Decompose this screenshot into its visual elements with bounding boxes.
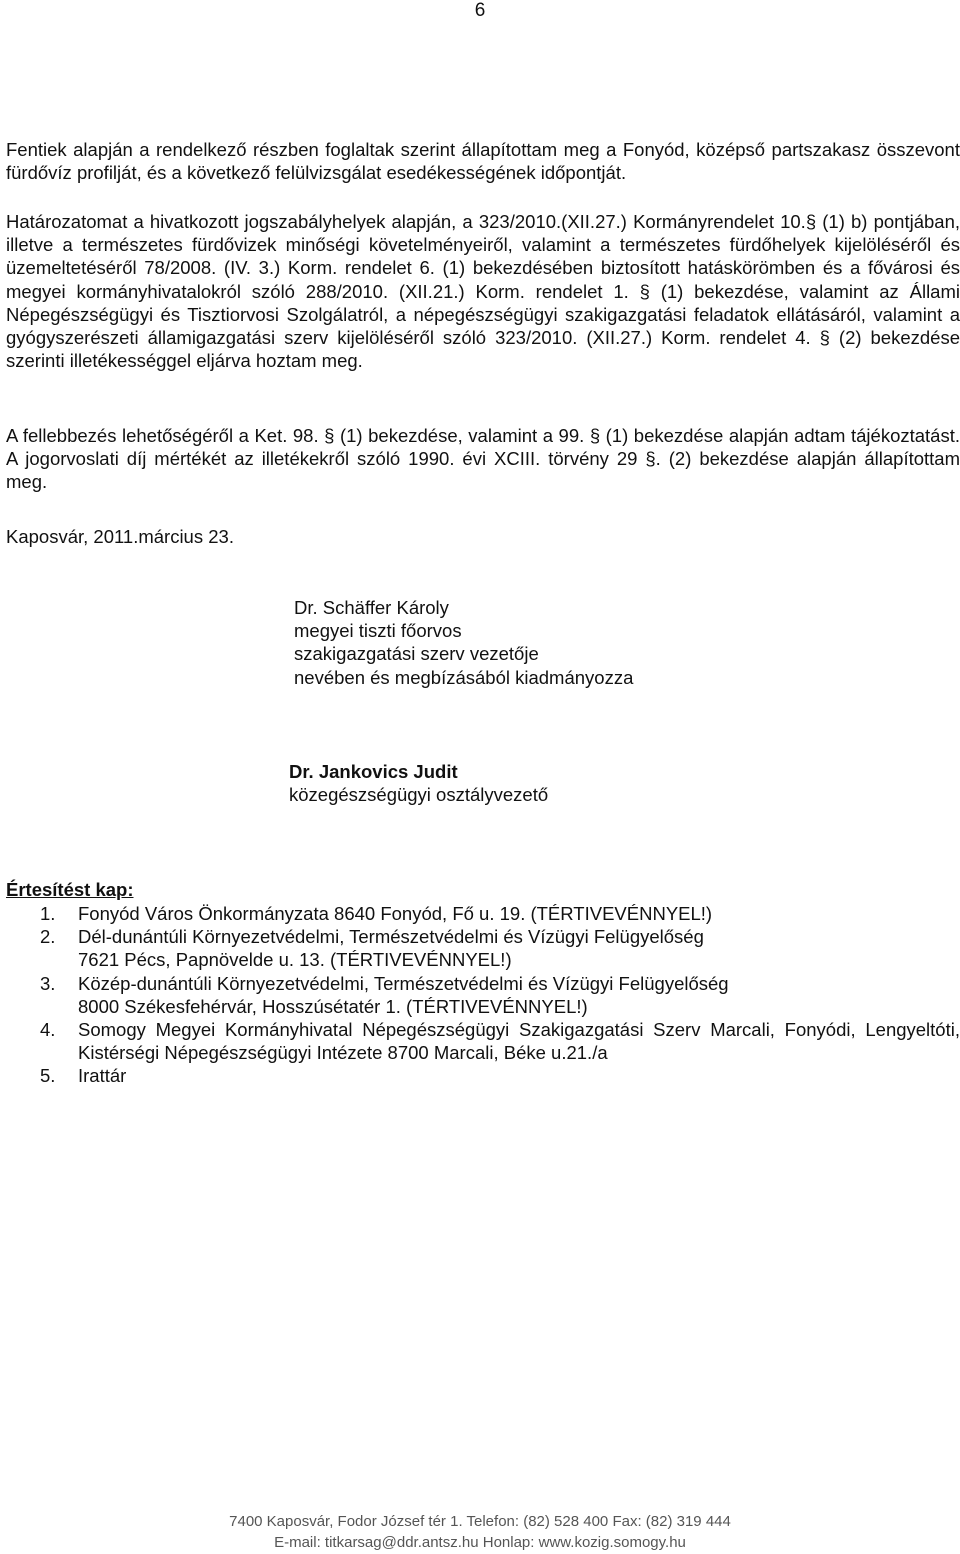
list-item-number: 4. (40, 1019, 56, 1041)
list-item-text (78, 902, 960, 925)
list-item (40, 925, 960, 971)
signature-block-primary (294, 596, 633, 689)
paragraph-decision: Határozatomat a hivatkozott jogszabályhelyek alapján, a 323/2010.(XII.27.) Kormányrendelet 10.§ (1) b) pontjában, illetve a természetes fürdővizek minőségi követelményeiről, valamint a természetes fürdőhelyek kijelöléséről és üzemeltetéséről 78/2008. (IV. 3.) Korm. rendelet 6. (1) bekezdésében biztosított hatáskörömben és a fővárosi és megyei kormányhivatalokról szóló 288/2010. (XII.21.) Korm. rendelet 1. § (1) bekezdése, valamint az Állami Népegészségügyi és Tisztiorvosi Szolgálatról, a népegészségügyi szakigazgatási feladatok ellátásáról, valamint a gyógyszerészeti államigazgatási szerv kijelöléséről szóló 323/2010. (XII.27.) Korm. rendelet 4. § (2) bekezdése szerinti illetékességgel eljárva hoztam meg. (6, 211, 960, 372)
list-item-number: 2. (40, 926, 56, 948)
list-item-line: Közép-dunántúli Környezetvédelmi, Természetvédelmi és Vízügyi Felügyelőség (78, 972, 729, 994)
paragraph-intro: Fentiek alapján a rendelkező részben foglaltak szerint állapítottam meg a Fonyód, középső partszakasz összevont fürdővíz profilját, és a következő felülvizsgálat esedékességének időpontját. (6, 139, 960, 184)
paragraph-appeal: A fellebbezés lehetőségéről a Ket. 98. § (1) bekezdése, valamint a 99. § (1) bekezdése alapján adtam tájékoztatást. A jogorvoslati díj mértékét az illetékekről szóló 1990. évi XCIII. törvény 29 §. (2) bekezdése alapján állapítottam meg. (6, 425, 960, 493)
list-item-line: Dél-dunántúli Környezetvédelmi, Természetvédelmi és Vízügyi Felügyelőség (78, 926, 704, 948)
list-item-line: 8000 Székesfehérvár, Hosszúsétatér 1. (TÉRTIVEVÉNNYEL!) (78, 995, 588, 1017)
issuer-name: Dr. Jankovics Judit (289, 761, 458, 782)
signature-block-issuer (289, 760, 548, 806)
signer-title: szakigazgatási szerv vezetője (294, 643, 539, 665)
list-item-text: Somogy Megyei Kormányhivatal Népegészségügyi Szakigazgatási Szerv Marcali, Fonyódi, Lengyeltóti, Kistérségi Népegészségügyi Intézete 8700 Marcali, Béke u.21./a (78, 1019, 960, 1064)
list-item-text: Irattár (78, 1065, 127, 1087)
list-item (40, 972, 960, 1018)
signer-title: megyei tiszti főorvos (294, 620, 462, 642)
list-item-text (78, 972, 960, 1018)
list-item (40, 1064, 960, 1087)
list-item (40, 1018, 960, 1064)
footer-contact: E-mail: titkarsag@ddr.antsz.hu Honlap: www.kozig.somogy.hu (274, 1534, 686, 1551)
place-date: Kaposvár, 2011.március 23. (6, 526, 234, 547)
issuer-title: közegészségügyi osztályvezető (289, 784, 549, 806)
list-item (40, 902, 960, 925)
notify-heading: Értesítést kap: (6, 879, 134, 900)
list-item-number: 3. (40, 972, 56, 994)
list-item-number: 5. (40, 1065, 56, 1087)
signer-name: Dr. Schäffer Károly (294, 597, 449, 618)
list-item-number: 1. (40, 903, 56, 924)
list-item-line: 7621 Pécs, Papnövelde u. 13. (TÉRTIVEVÉNNYEL!) (78, 949, 512, 971)
list-item-text (78, 925, 960, 971)
signer-title: nevében és megbízásából kiadmányozza (294, 666, 634, 688)
list-item-line: Fonyód Város Önkormányzata 8640 Fonyód, Fő u. 19. (TÉRTIVEVÉNNYEL!) (78, 903, 713, 924)
page-number: 6 (474, 0, 486, 21)
footer-address: 7400 Kaposvár, Fodor József tér 1. Telefon: (82) 528 400 Fax: (82) 319 444 (229, 1513, 731, 1530)
notify-list (40, 902, 960, 1088)
